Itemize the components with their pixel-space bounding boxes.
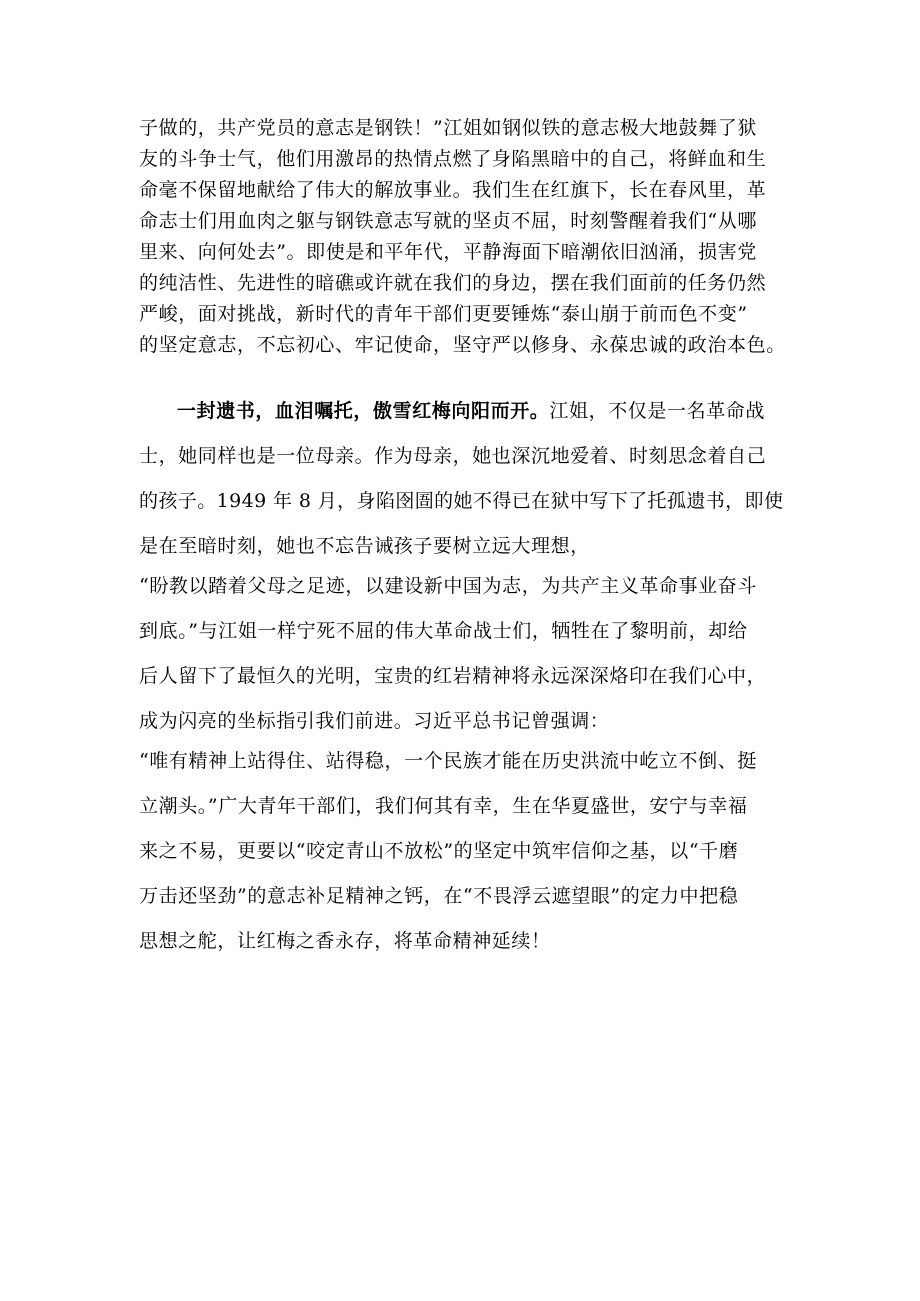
paragraph-2-line: 思想之舵，让红梅之香永存，将革命精神延续！	[139, 930, 551, 952]
paragraph-1-line: 的坚定意志，不忘初心、牢记使命，坚守严以修身、永葆忠诚的政治本色。	[139, 334, 786, 356]
paragraph-2-line: 立潮头。”广大青年干部们，我们何其有幸，生在华夏盛世，安宁与幸福	[139, 795, 748, 817]
paragraph-heading: 一封遗书，血泪嘱托，傲雪红梅向阳而开。	[177, 400, 550, 422]
paragraph-2-first-line	[177, 398, 789, 424]
paragraph-1-line: 子做的，共产党员的意志是钢铁！”江姐如钢似铁的意志极大地鼓舞了狱	[139, 117, 757, 139]
paragraph-1-line: 命志士们用血肉之躯与钢铁意志写就的坚贞不屈，时刻警醒着我们“从哪	[139, 210, 757, 232]
paragraph-2-line: 士，她同样也是一位母亲。作为母亲，她也深沉地爱着、时刻思念着自己	[139, 445, 767, 467]
paragraph-2-line: “盼教以踏着父母之足迹，以建设新中国为志，为共产主义革命事业奋斗	[139, 575, 757, 597]
paragraph-1-line: 的纯洁性、先进性的暗礁或许就在我们的身边，摆在我们面前的任务仍然	[139, 272, 767, 294]
paragraph-1-line: 命毫不保留地献给了伟大的解放事业。我们生在红旗下，长在春风里，革	[139, 179, 767, 201]
paragraph-2-line: 到底。”与江姐一样宁死不屈的伟大革命战士们，牺牲在了黎明前，却给	[139, 620, 748, 642]
paragraph-1-line: 里来、向何处去”。即使是和平年代，平静海面下暗潮依旧汹涌，损害党	[139, 241, 757, 263]
paragraph-1-line: 友的斗争士气，他们用激昂的热情点燃了身陷黑暗中的自己，将鲜血和生	[139, 148, 767, 170]
paragraph-2-line: 的孩子。1949 年 8 月，身陷囹圄的她不得已在狱中写下了托孤遗书，即使	[139, 490, 784, 512]
paragraph-1-line: 严峻，面对挑战，新时代的青年干部们更要锤炼“泰山崩于前而色不变”	[139, 303, 748, 325]
paragraph-2-line: 后人留下了最恒久的光明，宝贵的红岩精神将永远深深烙印在我们心中，	[139, 665, 767, 687]
paragraph-2-line: 万击还坚劲”的意志补足精神之钙，在“不畏浮云遮望眼”的定力中把稳	[139, 885, 739, 907]
paragraph-2-first-line-text: 江姐，不仅是一名革命战	[549, 400, 766, 422]
paragraph-2-line: “唯有精神上站得住、站得稳，一个民族才能在历史洪流中屹立不倒、挺	[139, 750, 757, 772]
paragraph-2-line: 是在至暗时刻，她也不忘告诫孩子要树立远大理想，	[139, 535, 590, 557]
paragraph-2-line: 来之不易，更要以“咬定青山不放松”的坚定中筑牢信仰之基，以“千磨	[139, 840, 739, 862]
paragraph-2-line: 成为闪亮的坐标指引我们前进。习近平总书记曾强调：	[139, 710, 610, 732]
